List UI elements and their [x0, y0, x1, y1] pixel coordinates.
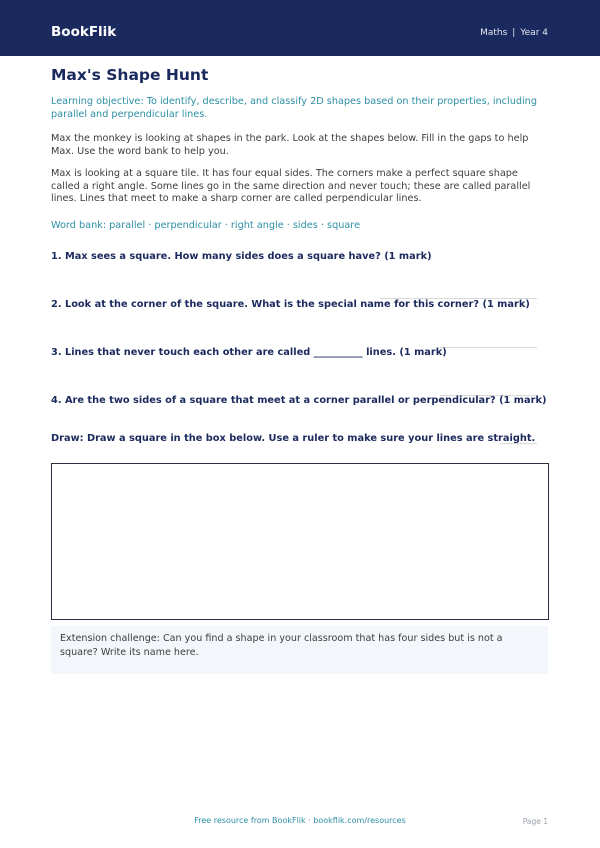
page-header: [0, 0, 600, 56]
year-label: Year 4: [520, 28, 548, 38]
subject-year-label: [480, 28, 548, 38]
draw-task: Draw: Draw a square in the box below. Use a ruler to make sure your lines are straight.: [51, 433, 536, 444]
answer-line-2[interactable]: [440, 347, 537, 348]
extension-challenge: [51, 626, 548, 674]
page-number: Page 1: [522, 817, 548, 826]
intro-text: Max the monkey is looking at shapes in the park. Look at the shapes below. Fill in the gaps to help Max. Use the word bank to help you.: [51, 133, 529, 157]
brand-logo[interactable]: BookFlik: [51, 24, 117, 40]
reading-passage: Max is looking at a square tile. It has four equal sides. The corners make a perfect square shape called a right angle. Some lines go in the same direction and never touch; these are called parallel lines. Lines that meet to make a sharp corner are called perpendicular lines.: [51, 168, 531, 204]
question-3: 3. Lines that never touch each other are called __________ lines. (1 mark): [51, 347, 447, 358]
drawing-box[interactable]: [51, 463, 549, 620]
word-bank: Word bank: parallel · perpendicular · right angle · sides · square: [51, 220, 361, 231]
question-2: 2. Look at the corner of the square. What is the special name for this corner? (1 mark): [51, 299, 530, 310]
footer-credit[interactable]: Free resource from BookFlik · bookflik.com/resources: [194, 816, 406, 825]
subject-label: Maths: [480, 28, 508, 38]
question-1: 1. Max sees a square. How many sides does a square have? (1 mark): [51, 251, 432, 262]
worksheet-title: Max's Shape Hunt: [51, 66, 209, 84]
question-4: 4. Are the two sides of a square that meet at a corner parallel or perpendicular? (1 mark): [51, 395, 547, 406]
separator: |: [512, 28, 516, 38]
extension-text: Extension challenge: Can you find a shape in your classroom that has four sides but is not a square? Write its name here.: [60, 633, 503, 658]
learning-objective: Learning objective: To identify, describe, and classify 2D shapes based on their properties, including parallel and perpendicular lines.: [51, 96, 537, 120]
